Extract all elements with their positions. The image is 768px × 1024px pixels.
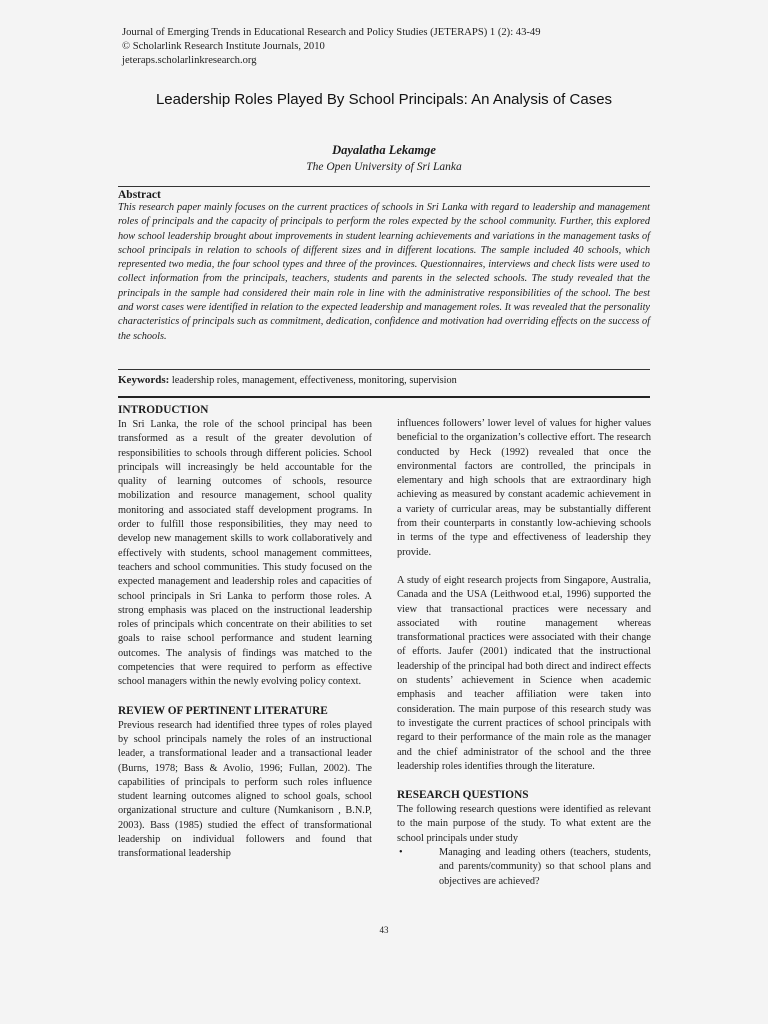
list-item: [397, 846, 651, 889]
divider-top: [118, 186, 650, 187]
right-column: [397, 417, 651, 889]
right-paragraph-1: influences followers’ lower level of values for higher values beneficial to the organization’s collective effort. The research conducted by Heck (1992) revealed that once the environmental factors are controlled, the principals in elementary and high schools that are extraordinary high achieving as measured by constant academic achievement in a variety of curricular areas, may be substantially different from their counterparts in constantly low-achieving schools in terms of the type and effectiveness of leadership they provide.: [397, 418, 651, 558]
divider-abstract: [118, 369, 650, 370]
journal-url: jeteraps.scholarlinkresearch.org: [122, 55, 257, 66]
journal-citation: Journal of Emerging Trends in Educational Research and Policy Studies (JETERAPS) 1 (2): 43-49: [122, 27, 541, 38]
review-heading: REVIEW OF PERTINENT LITERATURE: [118, 704, 328, 717]
keywords-line: [118, 374, 650, 386]
keywords-text: leadership roles, management, effectiveness, monitoring, supervision: [169, 375, 457, 386]
bullet-text: Managing and leading others (teachers, students, and parents/community) so that school plans and objectives are achieved?: [439, 847, 651, 887]
research-questions-text: The following research questions were identified as relevant to the main purpose of the study. To what extent are the school principals under study: [397, 804, 651, 844]
introduction-heading: INTRODUCTION: [118, 404, 209, 416]
introduction-text: In Sri Lanka, the role of the school principal has been transformed as a result of the greater devolution of responsibilities to schools through different policies. School principals will increasingly be held accountable for the quality of learning outcomes of schools, resource mobilization and resource management, school quality monitoring and associated staff development programs. In order to fulfill those responsibilities, they may need to develop new management skills to work collaboratively and effectively with students, school management committees, teachers and school communities. This study focused on the expected management and leadership roles and capacities of school principals in Sri Lanka to perform those roles. A strong emphasis was placed on the instructional leadership roles of principals which concentrate on their abilities to set goals to raise school performance and student learning outcomes. The analysis of findings was matched to the competencies that were required to perform as effective school managers within the newly evolving policy context.: [118, 419, 372, 688]
abstract-heading: Abstract: [118, 189, 161, 201]
review-text: Previous research had identified three types of roles played by school principals namely the roles of an instructional leader, a transformational leader and a transactional leader (Burns, 1978; Bass & Avolio, 1996; Fullan, 2002). The capabilities of principals to perform such roles influence student learning outcomes aligned to school goals, school organizational structure and culture (Numkanisorn , B.N.P, 2003). Bass (1985) studied the effect of transformational leadership on individual followers and found that transformational leadership: [118, 719, 372, 860]
research-questions-heading: RESEARCH QUESTIONS: [397, 789, 529, 802]
left-column: [118, 403, 372, 862]
paper-title: Leadership Roles Played By School Principals: An Analysis of Cases: [155, 91, 613, 108]
page-number: 43: [379, 925, 389, 935]
copyright-line: © Scholarlink Research Institute Journals, 2010: [122, 41, 325, 52]
author-name: Dayalatha Lekamge: [332, 143, 436, 157]
bullet-icon: •: [399, 847, 403, 859]
journal-header: [122, 26, 541, 68]
right-paragraph-2: A study of eight research projects from Singapore, Australia, Canada and the USA (Leithwood et.al, 1996) supported the view that transactional practices were necessary and associated with routine management whereas transformational practices were associated with their change of efforts. Jaufer (2001) indicated that the instructional leadership of the principal had both direct and indirect effects on students’ achievement in Science when academic emphasis and teacher affiliation were taken into consideration. The main purpose of this research study was to investigate the current practices of school principals with regard to their performance of the main role as the manager and the chief administrator of the school and the three leadership roles identifies through the literature.: [397, 574, 651, 772]
keywords-label: Keywords:: [118, 374, 170, 386]
author-affiliation: The Open University of Sri Lanka: [306, 161, 462, 173]
abstract-text: This research paper mainly focuses on the current practices of schools in Sri Lanka with regard to leadership and management roles of principals and the capacity of principals to perform the roles expected by the school community. Further, this explored how school leadership brought about improvements in student learning achievements and variations in the management tasks of school principals in relation to schools of different sizes and in different locations. The sample included 40 schools, which represented two media, the four school types and three of the provinces. Questionnaires, interviews and check lists were used to collect information from the principals, teachers, students and parents in the selected schools. The study revealed that the principals in the sample had considered their main role in line with the administrative responsibilities of the school. The best and worst cases were identified in relation to the expected leadership and management roles. It was revealed that the personality characteristics of principals such as commitment, dedication, confidence and motivation had overriding effects on the success of the schools.: [118, 202, 650, 342]
divider-keywords: [118, 396, 650, 398]
